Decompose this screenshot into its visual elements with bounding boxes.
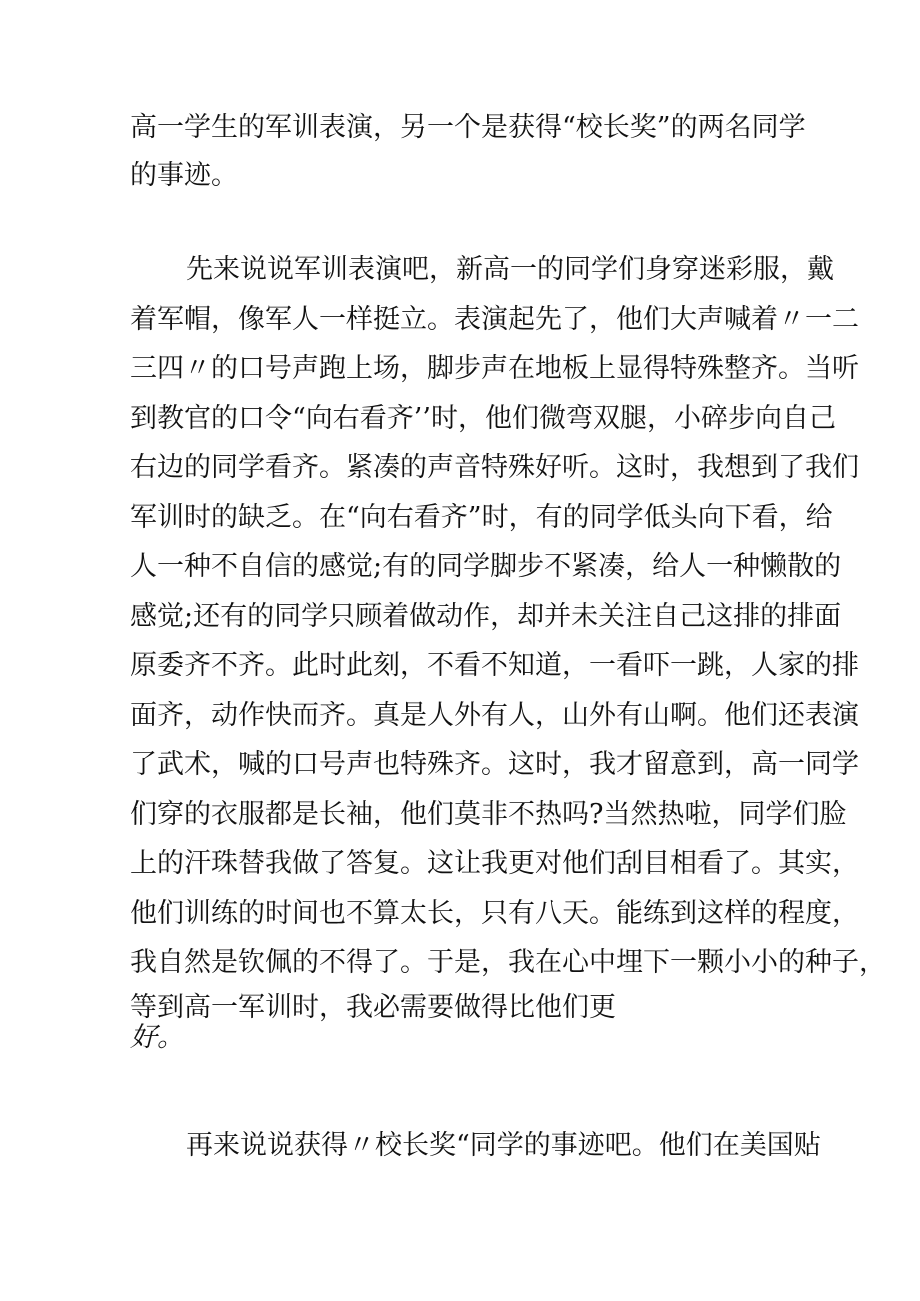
text-line: 了武术，喊的口号声也特殊齐。这时，我才留意到，高一同学	[130, 749, 859, 780]
text-line: 他们训练的时间也不算太长，只有八天。能练到这样的程度，	[130, 898, 859, 929]
text-line: 的事迹。	[130, 160, 238, 191]
text-line: 们穿的衣服都是长袖，他们莫非不热吗?当然热啦，同学们脸	[130, 799, 847, 830]
text-line: 高一学生的军训表演，另一个是获得“校长奖”的两名同学	[130, 112, 806, 143]
text-line: 等到高一军训时，我必需要做得比他们更	[130, 992, 616, 1023]
paragraph-first-line: 再来说说获得〃校长奖“同学的事迹吧。他们在美国贴	[186, 1130, 821, 1161]
text-line: 面齐，动作快而齐。真是人外有人，山外有山啊。他们还表演	[130, 700, 859, 731]
text-line: 感觉;还有的同学只顾着做动作，却并未关注自己这排的排面	[130, 601, 842, 632]
paragraph-first-line: 先来说说军训表演吧，新高一的同学们身穿迷彩服，戴	[186, 254, 834, 285]
text-line: 着军帽，像军人一样挺立。表演起先了，他们大声喊着〃一二	[130, 304, 859, 335]
text-line: 好。	[130, 1022, 184, 1053]
text-line: 三四〃的口号声跑上场，脚步声在地板上显得特殊整齐。当听	[130, 353, 859, 384]
text-line: 军训时的缺乏。在“向右看齐”时，有的同学低头向下看，给	[130, 502, 833, 533]
text-line: 右边的同学看齐。紧凑的声音特殊好听。这时，我想到了我们	[130, 452, 859, 483]
text-line: 上的汗珠替我做了答复。这让我更对他们刮目相看了。其实，	[130, 848, 859, 879]
text-line: 原委齐不齐。此时此刻，不看不知道，一看吓一跳，人家的排	[130, 650, 859, 681]
text-line: 人一种不自信的感觉;有的同学脚步不紧凑，给人一种懒散的	[130, 551, 842, 582]
text-line: 我自然是钦佩的不得了。于是，我在心中埋下一颗小小的种子，	[130, 947, 886, 978]
text-line: 到教官的口令“向右看齐’’时，他们微弯双腿，小碎步向自己	[130, 403, 836, 434]
